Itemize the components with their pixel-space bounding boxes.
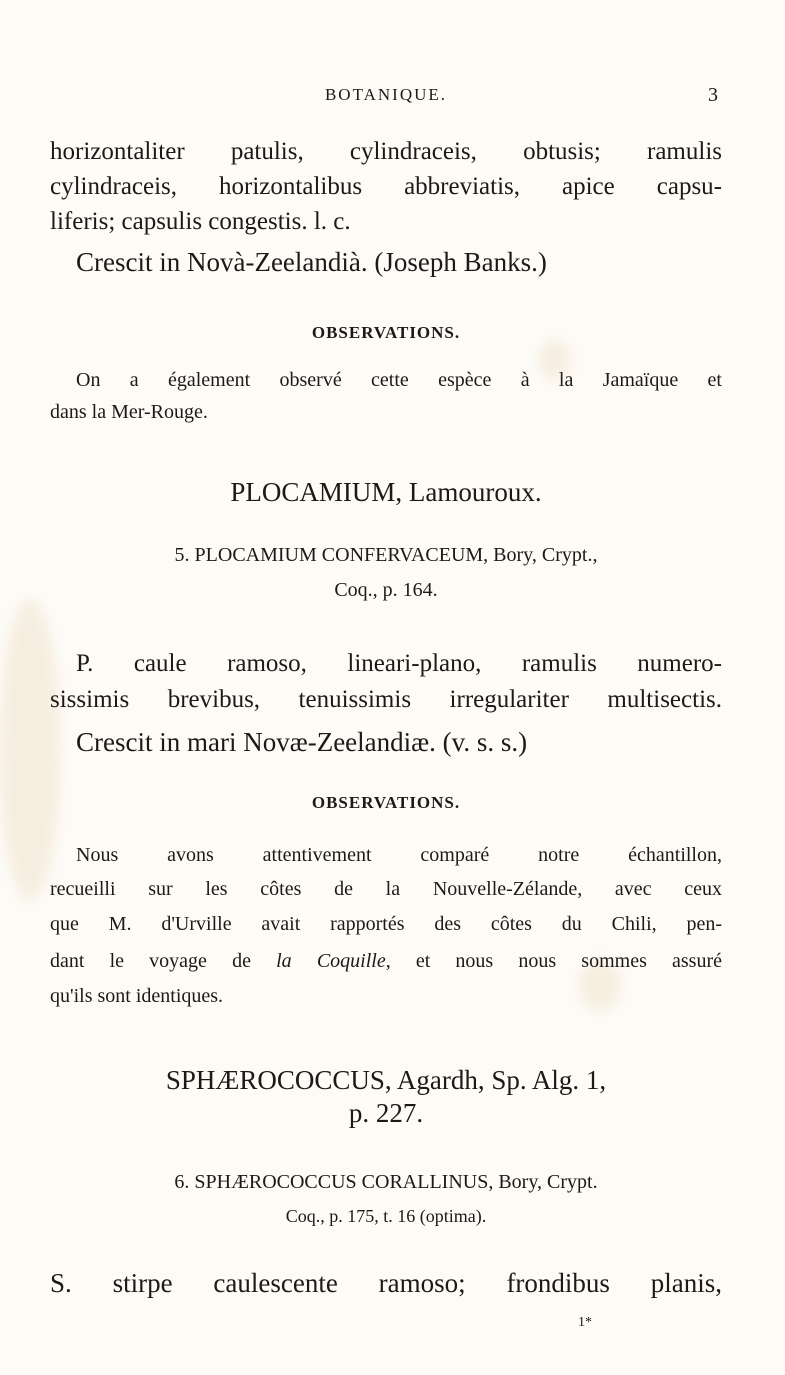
text-line xyxy=(50,946,722,976)
text-line: liferis; capsulis congestis. l. c. xyxy=(50,208,351,235)
page-number: 3 xyxy=(708,84,718,106)
text-line: cylindraceis, horizontalibus abbreviatis, apice capsu- xyxy=(50,173,722,200)
genus-title: SPHÆROCOCCUS, Agardh, Sp. Alg. 1, xyxy=(165,1065,607,1095)
species-reference: Coq., p. 164. xyxy=(334,579,438,601)
genus-reference: p. 227. xyxy=(348,1098,424,1128)
species-reference: Coq., p. 175, t. 16 (optima). xyxy=(285,1206,487,1226)
species-heading: 6. SPHÆROCOCCUS CORALLINUS, Bory, Crypt. xyxy=(174,1171,598,1193)
text-line: On a également observé cette espèce à la Jamaïque et xyxy=(76,369,722,391)
text-line: recueilli sur les côtes de la Nouvelle-Zélande, avec ceux xyxy=(50,878,722,900)
signature-mark: 1* xyxy=(578,1315,592,1330)
text-line: S. stirpe caulescente ramoso; frondibus planis, xyxy=(50,1268,722,1298)
ship-name: la Coquille xyxy=(276,950,386,972)
text-line: qu'ils sont identiques. xyxy=(50,985,224,1007)
text-span: , et nous nous sommes assuré xyxy=(385,950,722,972)
section-heading: OBSERVATIONS. xyxy=(311,323,461,342)
running-title: BOTANIQUE. xyxy=(324,85,448,104)
text-line: dans la Mer-Rouge. xyxy=(50,401,208,423)
text-line: Crescit in Novà-Zeelandià. (Joseph Banks.) xyxy=(76,247,547,277)
text-span: dant le voyage de xyxy=(50,950,277,972)
text-line: sissimis brevibus, tenuissimis irregulariter multisectis. xyxy=(50,686,722,713)
species-heading: 5. PLOCAMIUM CONFERVACEUM, Bory, Crypt., xyxy=(174,544,598,566)
text-line: que M. d'Urville avait rapportés des côtes du Chili, pen- xyxy=(50,913,722,935)
text-line: Crescit in mari Novæ-Zeelandiæ. (v. s. s.) xyxy=(76,727,528,757)
text-line: horizontaliter patulis, cylindraceis, obtusis; ramulis xyxy=(50,138,722,165)
text-line: Nous avons attentivement comparé notre échantillon, xyxy=(76,844,722,866)
text-line: P. caule ramoso, lineari-plano, ramulis numero- xyxy=(76,650,722,677)
genus-title: PLOCAMIUM, Lamouroux. xyxy=(230,477,542,507)
section-heading: OBSERVATIONS. xyxy=(311,793,461,812)
